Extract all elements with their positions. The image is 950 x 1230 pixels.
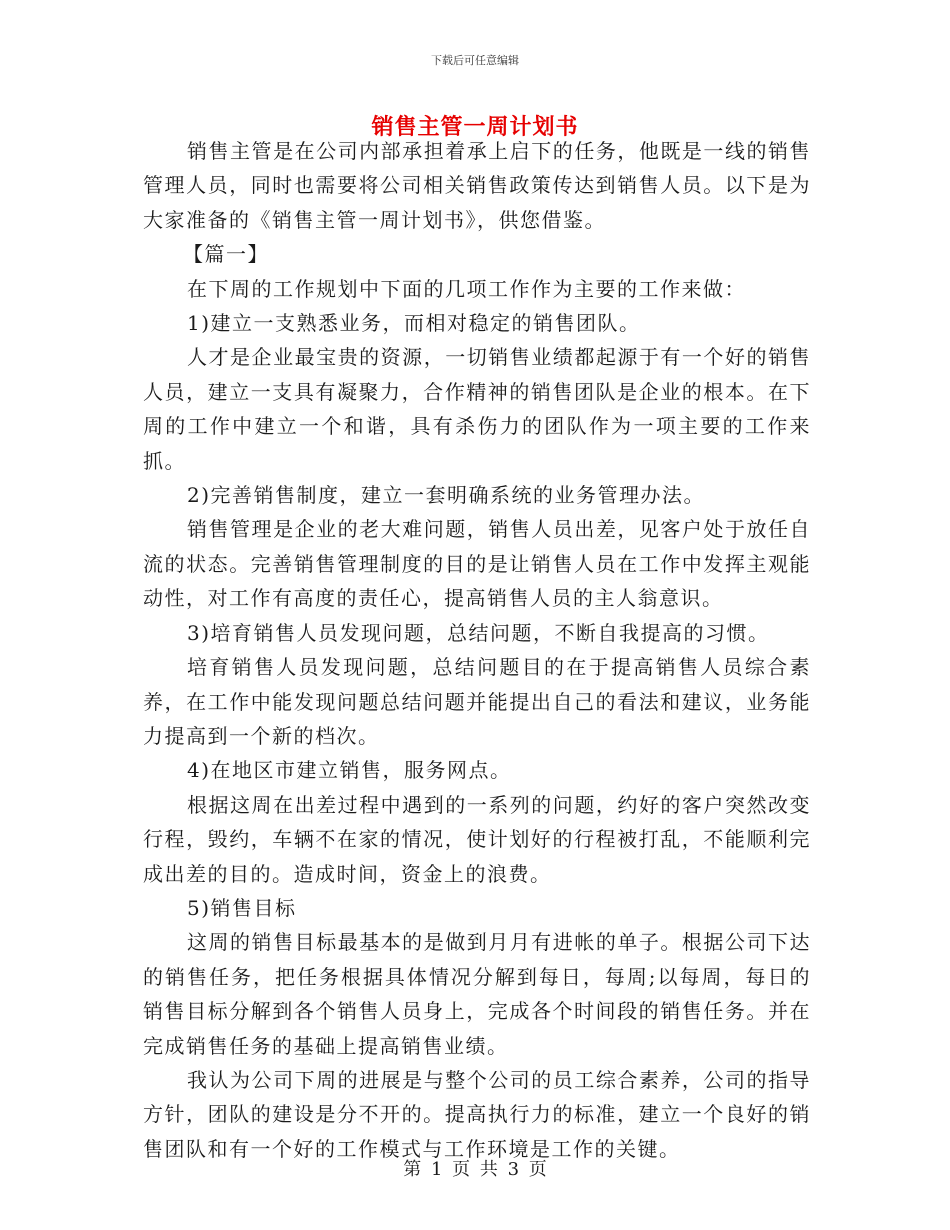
item-heading-5: 5)销售目标 xyxy=(187,895,297,920)
body-paragraph: 这周的销售目标最基本的是做到月月有进帐的单子。根据公司下达的销售任务，把任务根据具体情况分解到每日，每周;以每周，每日的销售目标分解到各个销售人员身上，完成各个时间段的销售任务。并在完成销售任务的基础上提高销售业绩。 xyxy=(143,930,811,1058)
item-heading-4: 4)在地区市建立销售，服务网点。 xyxy=(187,758,512,783)
document-body xyxy=(143,134,811,1166)
item-heading-3: 3)培育销售人员发现问题，总结问题，不断自我提高的习惯。 xyxy=(187,620,770,645)
page-number-indicator: 第 1 页 共 3 页 xyxy=(403,1159,547,1180)
body-paragraph: 根据这周在出差过程中遇到的一系列的问题，约好的客户突然改变行程，毁约，车辆不在家的情况，使计划好的行程被打乱，不能顺利完成出差的目的。造成时间，资金上的浪费。 xyxy=(143,792,811,886)
body-paragraph: 培育销售人员发现问题，总结问题目的在于提高销售人员综合素养，在工作中能发现问题总结问题并能提出自己的看法和建议，业务能力提高到一个新的档次。 xyxy=(143,655,811,748)
page-header-note: 下载后可任意编辑 xyxy=(431,54,519,67)
body-paragraph: 在下周的工作规划中下面的几项工作作为主要的工作来做： xyxy=(187,276,746,301)
item-heading-2: 2)完善销售制度，建立一套明确系统的业务管理办法。 xyxy=(187,483,706,508)
section-label: 【篇一】 xyxy=(183,242,269,267)
body-paragraph: 人才是企业最宝贵的资源，一切销售业绩都起源于有一个好的销售人员，建立一支具有凝聚力，合作精神的销售团队是企业的根本。在下周的工作中建立一个和谐，具有杀伤力的团队作为一项主要的工作来抓。 xyxy=(143,345,811,473)
closing-paragraph: 我认为公司下周的进展是与整个公司的员工综合素养，公司的指导方针，团队的建设是分不开的。提高执行力的标准，建立一个良好的销售团队和有一个好的工作模式与工作环境是工作的关键。 xyxy=(143,1067,811,1161)
body-paragraph: 销售管理是企业的老大难问题，销售人员出差，见客户处于放任自流的状态。完善销售管理制度的目的是让销售人员在工作中发挥主观能动性，对工作有高度的责任心，提高销售人员的主人翁意识。 xyxy=(143,517,811,611)
item-heading-1: 1)建立一支熟悉业务，而相对稳定的销售团队。 xyxy=(187,311,641,336)
document-title: 销售主管一周计划书 xyxy=(371,114,579,140)
intro-paragraph: 销售主管是在公司内部承担着承上启下的任务，他既是一线的销售管理人员，同时也需要将公司相关销售政策传达到销售人员。以下是为大家准备的《销售主管一周计划书》，供您借鉴。 xyxy=(143,139,811,232)
